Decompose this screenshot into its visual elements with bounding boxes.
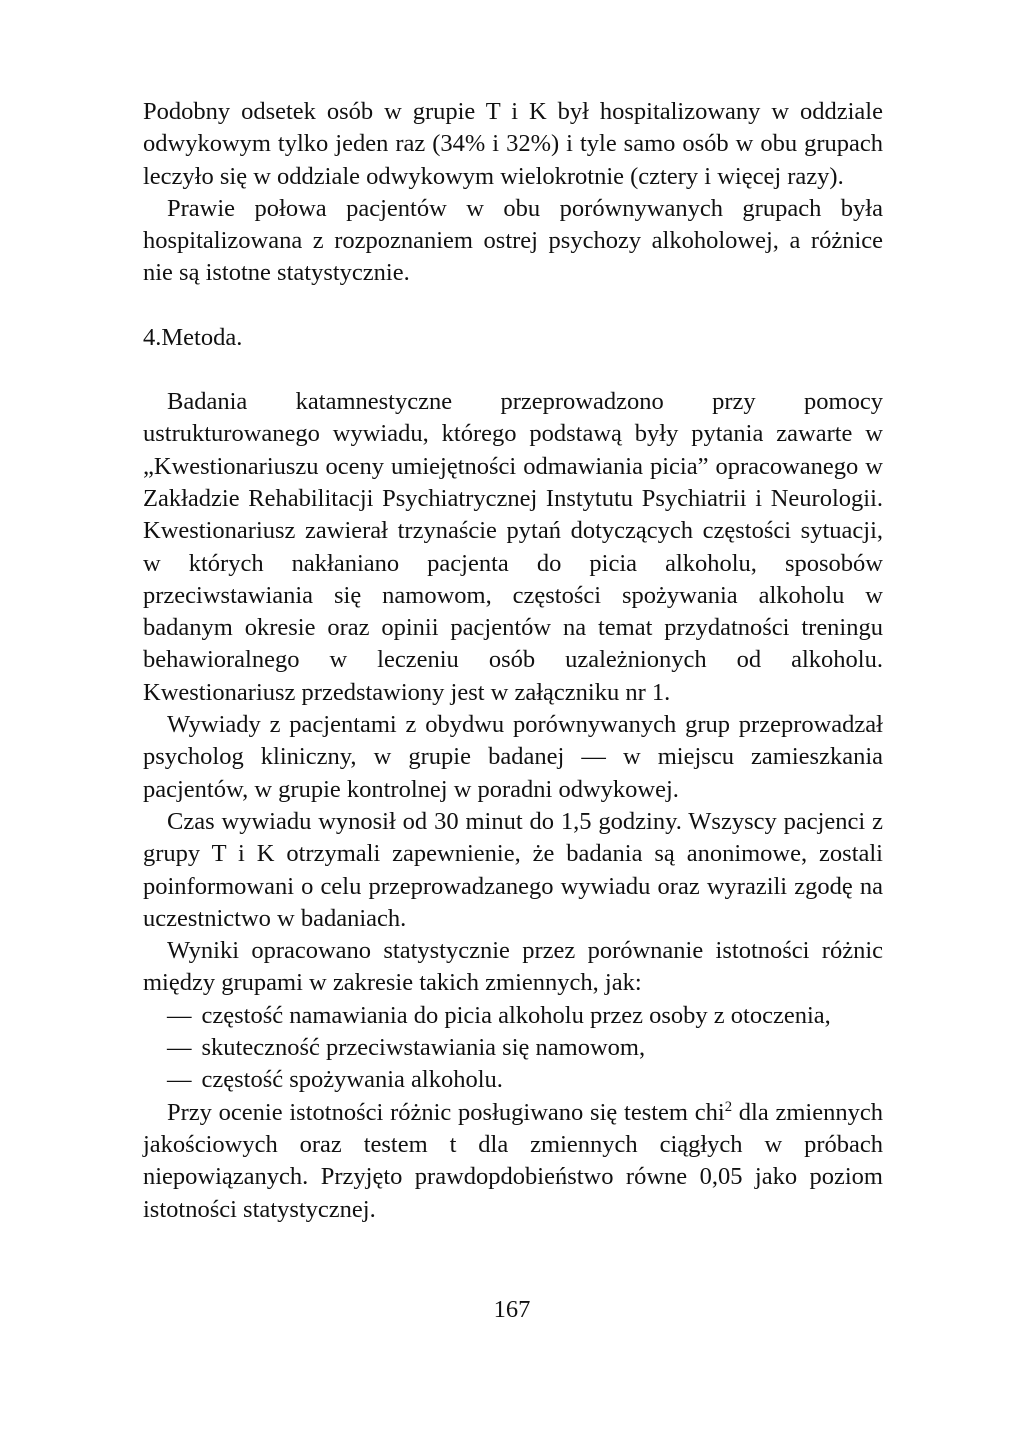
list-dash: — xyxy=(167,1001,192,1029)
list-item-text: skuteczność przeciwstawiania się namowom, xyxy=(201,1034,646,1062)
paragraph-interviewer: Wywiady z pacjentami z obydwu porównywanych grup przeprowadzał psycholog kliniczny, w grupie badanej — w miejscu zamieszkania pacjentów, w grupie kontrolnej w poradni odwykowej. xyxy=(143,711,883,803)
page-number: 167 xyxy=(493,1296,531,1323)
page-body xyxy=(143,96,883,1226)
chi-test-text: Przy ocenie istotności różnic posługiwano się testem chi xyxy=(167,1098,725,1126)
variables-list xyxy=(143,1000,883,1097)
chi-superscript: 2 xyxy=(724,1098,733,1115)
paragraph-psychosis: Prawie połowa pacjentów w obu porównywanych grupach była hospitalizowana z rozpoznaniem ostrej psychozy alkoholowej, a różnice nie są istotne statystycznie. xyxy=(143,194,883,287)
list-item-text: częstość namawiania do picia alkoholu przez osoby z otoczenia, xyxy=(201,1001,831,1029)
list-item xyxy=(143,1000,883,1032)
list-dash: — xyxy=(167,1066,192,1094)
paragraph-interview-method: Badania katamnestyczne przeprowadzono przy pomocy ustrukturowanego wywiadu, którego podstawą były pytania zawarte w „Kwestionariuszu oceny umiejętności odmawiania picia” opracowanego w Zakładzie Rehabilitacji Psychiatrycznej Instytutu Psychiatrii i Neurologii. Kwestionariusz zawierał trzynaście pytań dotyczących częstości sytuacji, w których nakłaniano pacjenta do picia alkoholu, sposobów przeciwstawiania się namowom, częstości spożywania alkoholu w badanym okresie oraz opinii pacjentów na temat przydatności treningu behawioralnego w leczeniu osób uzależnionych od alkoholu. Kwestionariusz przedstawiony jest w załączniku nr 1. xyxy=(143,388,883,706)
chi-test-text-rest: dla zmiennych jakościowych oraz testem t dla zmiennych ciągłych w próbach niepowiązanych. Przyjęto prawdopdobieństwo równe 0,05 jako poziom istotności statystycznej. xyxy=(143,1098,883,1223)
list-dash: — xyxy=(167,1034,192,1062)
paragraph-hospitalization: Podobny odsetek osób w grupie T i K był hospitalizowany w oddziale odwykowym tylko jeden raz (34% i 32%) i tyle samo osób w obu grupach leczyło się w oddziale odwykowym wielokrotnie (cztery i więcej razy). xyxy=(143,98,883,190)
paragraph-chi-test xyxy=(143,1097,883,1226)
list-item xyxy=(143,1032,883,1064)
paragraph-statistics: Wyniki opracowano statystycznie przez porównanie istotności różnic między grupami w zakresie takich zmiennych, jak: xyxy=(143,937,883,997)
paragraph-interview-time: Czas wywiadu wynosił od 30 minut do 1,5 godziny. Wszyscy pacjenci z grupy T i K otrzymali zapewnienie, że badania są anonimowe, zostali poinformowani o celu przeprowadzanego wywiadu oraz wyrazili zgodę na uczestnictwo w badaniach. xyxy=(143,807,883,932)
list-item-text: częstość spożywania alkoholu. xyxy=(201,1066,503,1094)
list-item xyxy=(143,1064,883,1096)
section-heading-method: 4.Metoda. xyxy=(143,323,243,351)
